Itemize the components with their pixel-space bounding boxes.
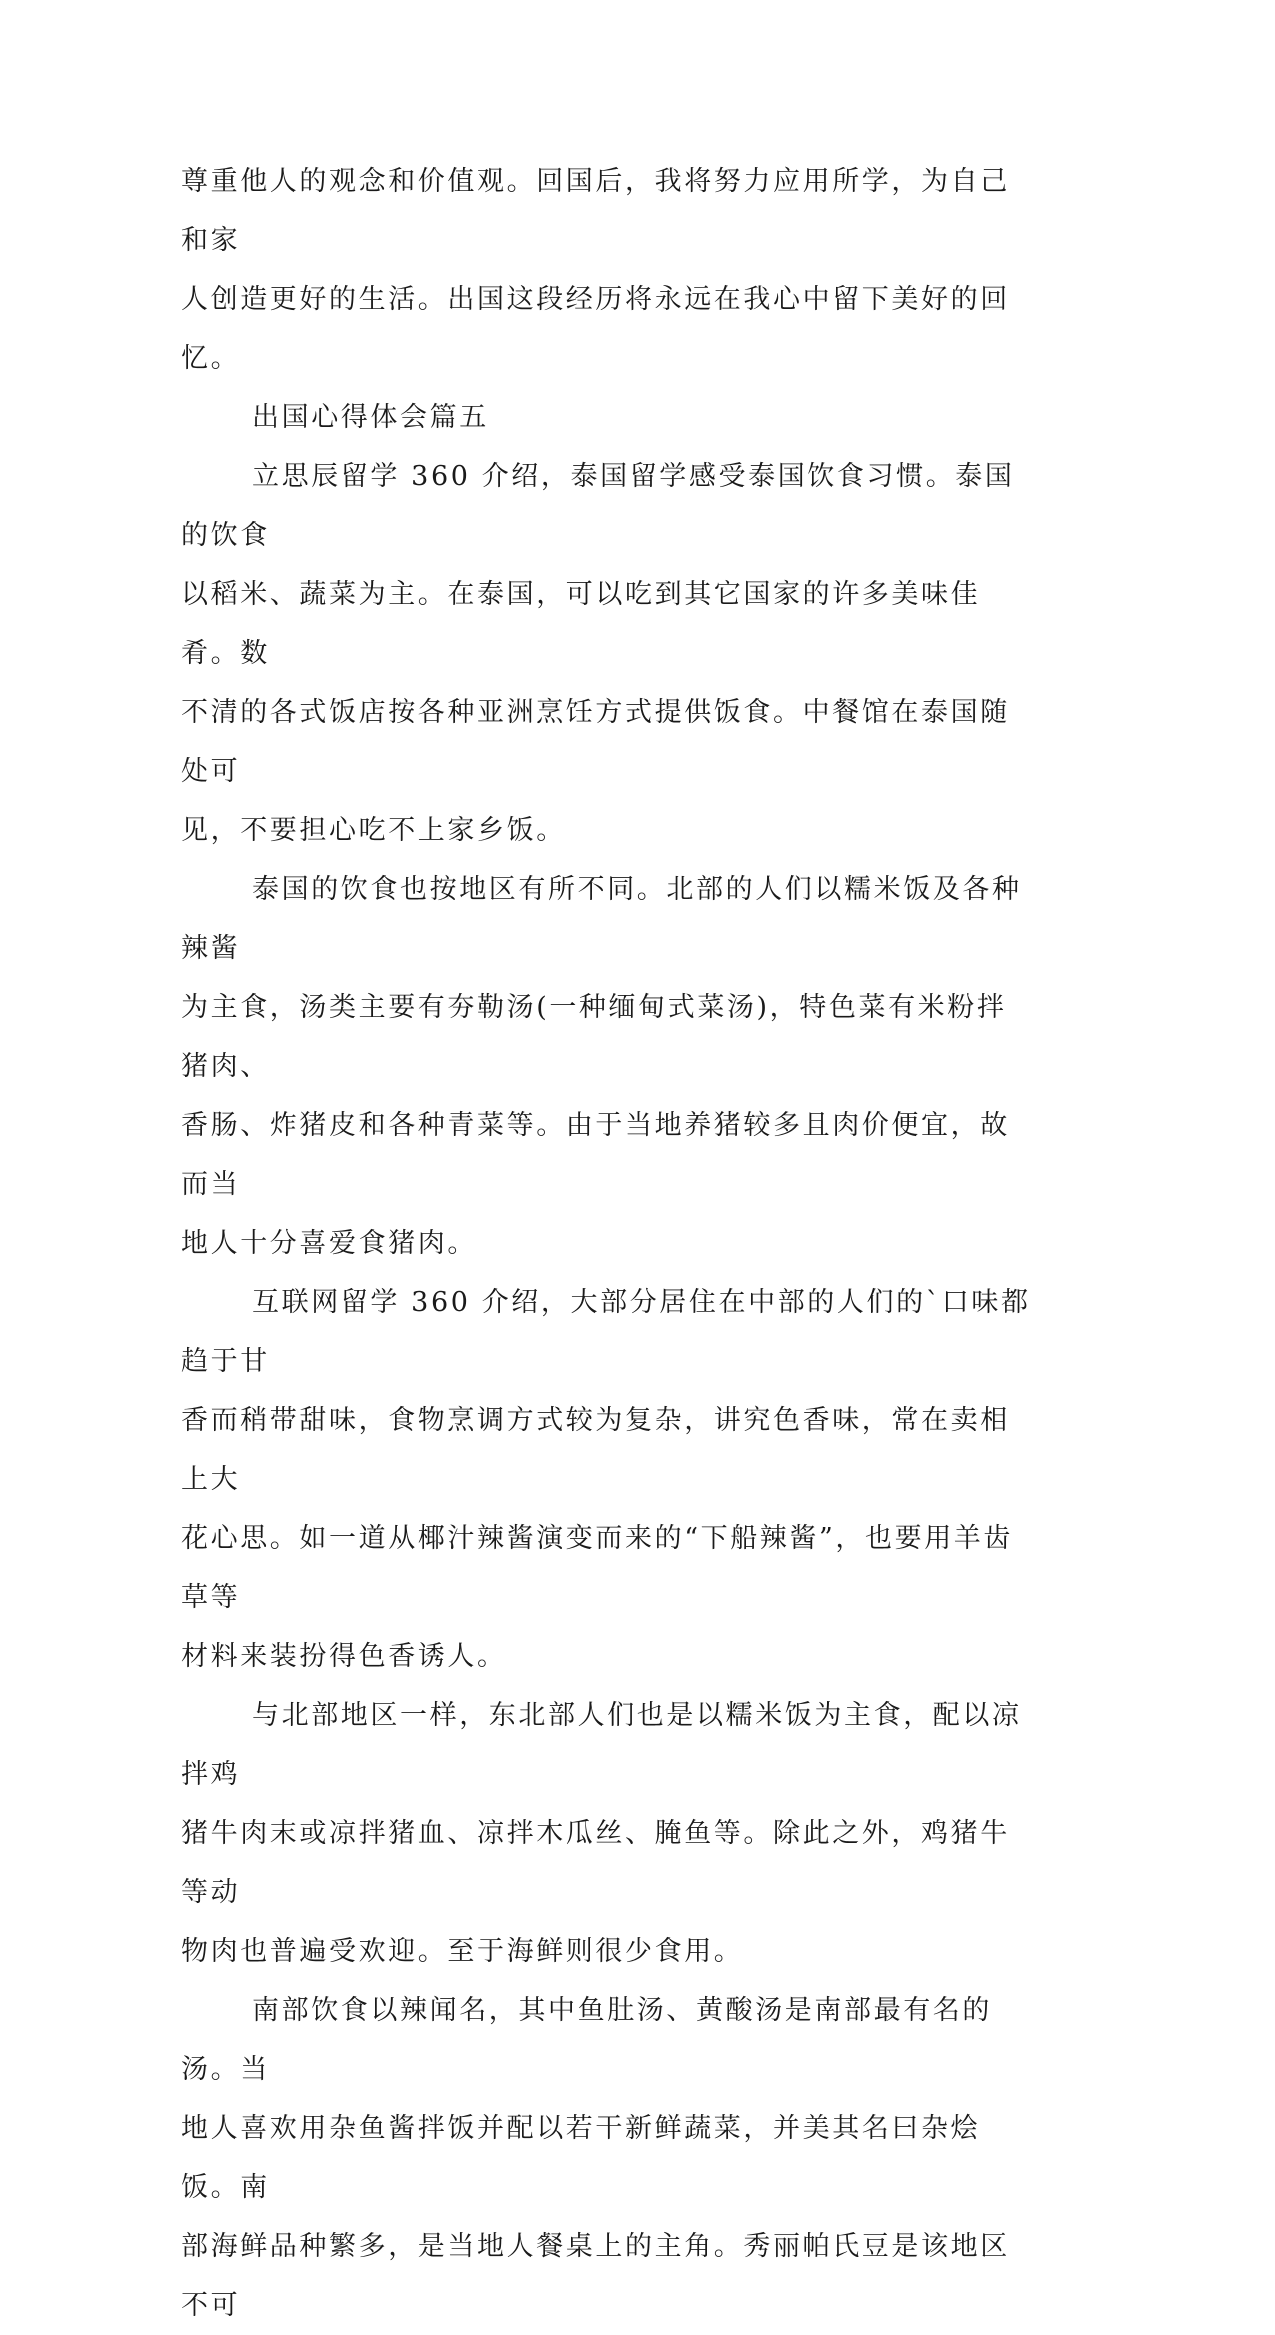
paragraph: [181, 1686, 1031, 1981]
paragraph: [181, 447, 1031, 860]
paragraph-continued: [181, 152, 1031, 388]
text-line: 立思辰留学 360 介绍，泰国留学感受泰国饮食习惯。泰国的饮食: [181, 461, 1015, 551]
text-line: 部海鲜品种繁多，是当地人餐桌上的主角。秀丽帕氏豆是该地区不可: [181, 2231, 1010, 2321]
section-heading-text: 出国心得体会篇五: [252, 402, 489, 433]
text-line: 南部饮食以辣闻名，其中鱼肚汤、黄酸汤是南部最有名的汤。当: [181, 1995, 992, 2085]
text-line: 不清的各式饭店按各种亚洲烹饪方式提供饭食。中餐馆在泰国随处可: [181, 697, 1010, 787]
text-line: 泰国的饮食也按地区有所不同。北部的人们以糯米饭及各种辣酱: [181, 874, 1022, 964]
text-line: 猪牛肉末或凉拌猪血、凉拌木瓜丝、腌鱼等。除此之外，鸡猪牛等动: [181, 1818, 1010, 1908]
section-heading: [181, 388, 1031, 447]
text-line: 尊重他人的观念和价值观。回国后，我将努力应用所学，为自己和家: [181, 166, 1010, 256]
paragraph: [181, 1981, 1031, 2335]
text-line: 为主食，汤类主要有夯勒汤(一种缅甸式菜汤)，特色菜有米粉拌猪肉、: [181, 992, 1007, 1082]
text-line: 材料来装扮得色香诱人。: [181, 1641, 507, 1672]
text-line: 花心思。如一道从椰汁辣酱演变而来的“下船辣酱”，也要用羊齿草等: [181, 1523, 1014, 1613]
text-line: 物肉也普遍受欢迎。至于海鲜则很少食用。: [181, 1936, 744, 1967]
paragraph: [181, 860, 1031, 1273]
text-line: 以稻米、蔬菜为主。在泰国，可以吃到其它国家的许多美味佳肴。数: [181, 579, 981, 669]
text-line: 与北部地区一样，东北部人们也是以糯米饭为主食，配以凉拌鸡: [181, 1700, 1022, 1790]
text-line: 地人十分喜爱食猪肉。: [181, 1228, 477, 1259]
text-line: 见，不要担心吃不上家乡饭。: [181, 815, 566, 846]
document-body: [181, 152, 1031, 2335]
text-line: 互联网留学 360 介绍，大部分居住在中部的人们的`口味都趋于甘: [181, 1287, 1031, 1377]
text-line: 人创造更好的生活。出国这段经历将永远在我心中留下美好的回忆。: [181, 284, 1010, 374]
text-line: 香肠、炸猪皮和各种青菜等。由于当地养猪较多且肉价便宜，故而当: [181, 1110, 1010, 1200]
paragraph: [181, 1273, 1031, 1686]
text-line: 地人喜欢用杂鱼酱拌饭并配以若干新鲜蔬菜，并美其名曰杂烩饭。南: [181, 2113, 981, 2203]
text-line: 香而稍带甜味，食物烹调方式较为复杂，讲究色香味，常在卖相上大: [181, 1405, 1010, 1495]
